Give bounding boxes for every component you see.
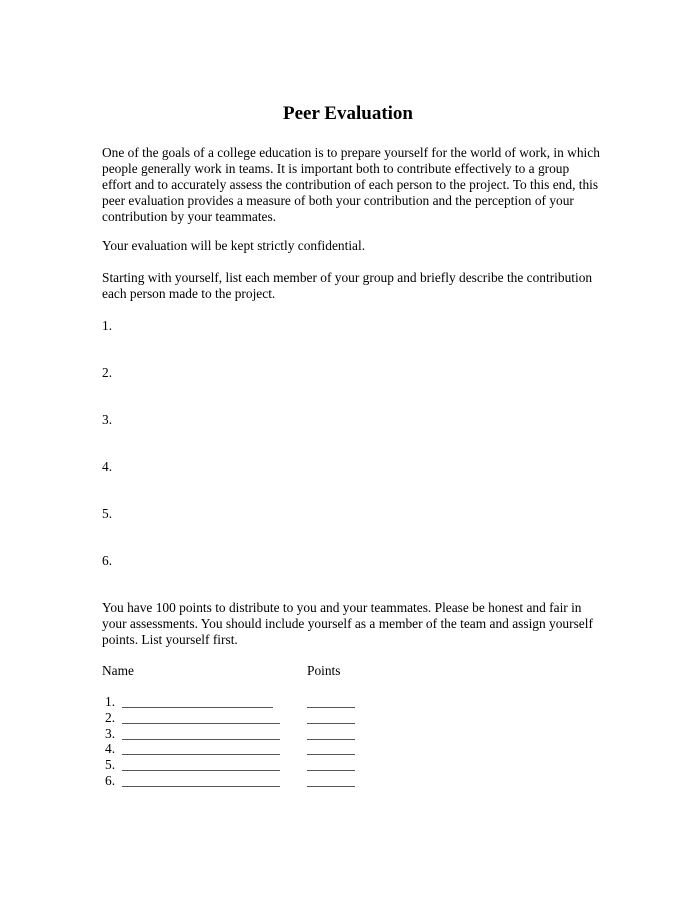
- name-blank-4[interactable]: [122, 754, 280, 755]
- row-number: 2.: [105, 710, 116, 725]
- contribution-item-2: 2.: [102, 365, 113, 380]
- page-title: Peer Evaluation: [282, 103, 413, 124]
- intro-paragraph: One of the goals of a college education is to prepare yourself for the world of work, in which people generally work in teams. It is important both to contribute effectively to a group effort and to accurately assess the contribution of each person to the project. To this end, this peer evaluation provides a measure of both your contribution and the perception of your contribution by your teammates.: [102, 145, 600, 224]
- contribution-item-4: 4.: [102, 459, 113, 474]
- points-blank-4[interactable]: [307, 754, 355, 755]
- contribution-item-1: 1.: [102, 318, 113, 333]
- row-number: 4.: [105, 741, 116, 756]
- points-blank-5[interactable]: [307, 770, 355, 771]
- points-blank-2[interactable]: [307, 723, 355, 724]
- contribution-item-5: 5.: [102, 506, 113, 521]
- name-blank-3[interactable]: [122, 739, 280, 740]
- name-blank-2[interactable]: [122, 723, 280, 724]
- name-blank-5[interactable]: [122, 770, 280, 771]
- points-blank-1[interactable]: [307, 707, 355, 708]
- row-number: 5.: [105, 757, 116, 772]
- confidential-notice: Your evaluation will be kept strictly confidential.: [102, 238, 366, 253]
- points-blank-6[interactable]: [307, 786, 355, 787]
- name-blank-1[interactable]: [122, 707, 273, 708]
- points-instruction: You have 100 points to distribute to you and your teammates. Please be honest and fair in your assessments. You should include yourself as a member of the team and assign yourself points. List yourself first.: [102, 600, 593, 647]
- row-number: 3.: [105, 726, 116, 741]
- name-blank-6[interactable]: [122, 786, 280, 787]
- points-column-header: Points: [307, 663, 341, 678]
- contribution-item-6: 6.: [102, 553, 113, 568]
- contribution-item-3: 3.: [102, 412, 113, 427]
- name-column-header: Name: [102, 663, 134, 678]
- contribution-instruction: Starting with yourself, list each member of your group and briefly describe the contribution each person made to the project.: [102, 270, 593, 301]
- row-number: 1.: [105, 694, 116, 709]
- points-blank-3[interactable]: [307, 739, 355, 740]
- row-number: 6.: [105, 773, 116, 788]
